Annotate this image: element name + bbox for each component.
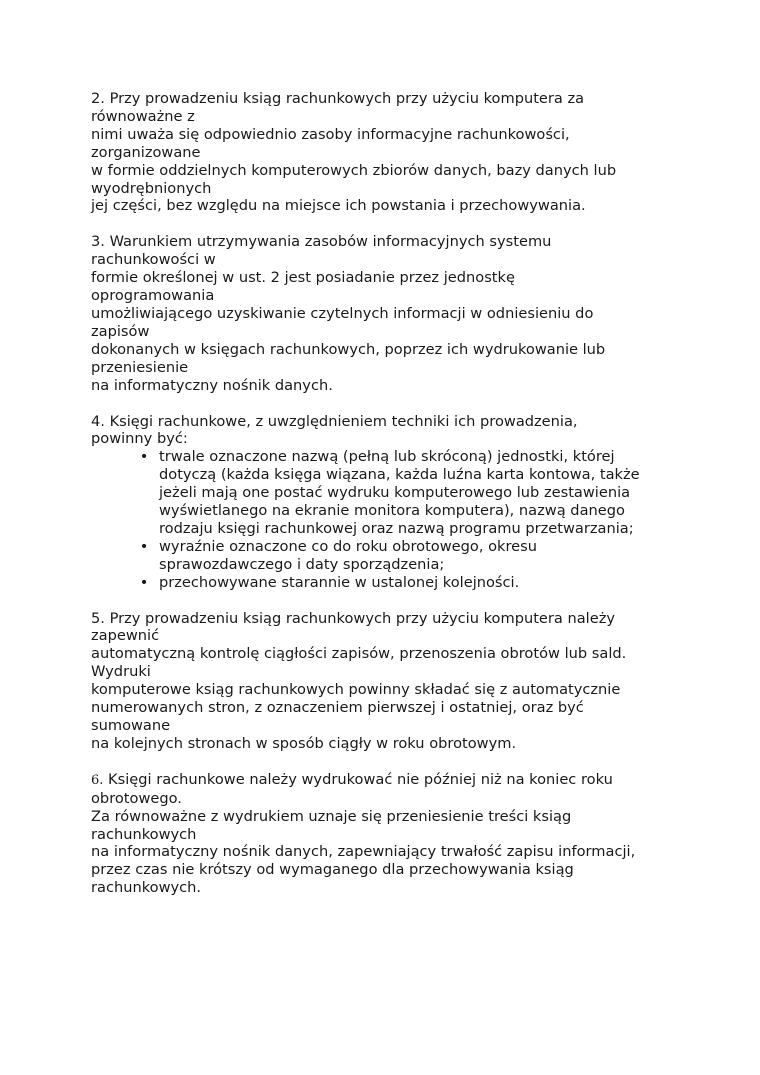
- text-line: rachunkowości w: [91, 251, 216, 269]
- text-line: automatyczną kontrolę ciągłości zapisów, przenoszenia obrotów lub sald.: [91, 645, 627, 663]
- document-page: [91, 90, 691, 915]
- text-line: równoważne z: [91, 107, 195, 125]
- text-line: 3. Warunkiem utrzymywania zasobów informacyjnych systemu: [91, 233, 552, 251]
- paragraph-3: [91, 233, 691, 394]
- text-line: wyraźnie oznaczone co do roku obrotowego, okresu: [159, 537, 538, 555]
- paragraph-4: [91, 413, 691, 592]
- text-line: jeżeli mają one postać wydruku komputerowego lub zestawienia: [159, 484, 631, 502]
- text-line: na informatyczny nośnik danych, zapewniający trwałość zapisu informacji,: [91, 843, 636, 861]
- list-item: [137, 538, 691, 574]
- list-item: [137, 574, 691, 592]
- bullet-icon: •: [139, 537, 149, 555]
- text-line: na informatyczny nośnik danych.: [91, 376, 333, 394]
- text-line: umożliwiającego uzyskiwanie czytelnych informacji w odniesieniu do: [91, 304, 594, 322]
- text-line: Wydruki: [91, 663, 151, 681]
- text-line: sumowane: [91, 717, 171, 734]
- text-line: zapewnić: [91, 627, 160, 645]
- text-line: dokonanych w księgach rachunkowych, poprzez ich wydrukowanie lub: [91, 340, 606, 358]
- text-line: rachunkowych: [91, 825, 197, 843]
- bullet-icon: •: [139, 573, 149, 591]
- text-line: w formie oddzielnych komputerowych zbiorów danych, bazy danych lub: [91, 161, 617, 179]
- text-line: 2. Przy prowadzeniu ksiąg rachunkowych przy użyciu komputera za: [91, 90, 585, 107]
- text-line: nimi uważa się odpowiednio zasoby informacyjne rachunkowości,: [91, 125, 570, 143]
- text-line: zorganizowane: [91, 143, 201, 161]
- text-line: przechowywane starannie w ustalonej kolejności.: [159, 573, 520, 591]
- bullet-icon: •: [139, 448, 149, 466]
- text-line: [91, 771, 691, 790]
- text-line: rachunkowych.: [91, 879, 202, 897]
- paragraph-5: [91, 610, 691, 753]
- paragraph-6: [91, 771, 691, 897]
- text-line: numerowanych stron, z oznaczeniem pierwszej i ostatniej, oraz być: [91, 699, 584, 717]
- text-line: obrotowego.: [91, 789, 182, 807]
- text-line: wyodrębnionych: [91, 179, 212, 197]
- text-line: trwale oznaczone nazwą (pełną lub skróconą) jednostki, której: [159, 448, 615, 466]
- paragraph-2: [91, 90, 691, 215]
- text-line: oprogramowania: [91, 287, 215, 305]
- paragraph-number: 6.: [91, 772, 104, 788]
- text-line: 5. Przy prowadzeniu ksiąg rachunkowych przy użyciu komputera należy: [91, 609, 616, 627]
- text-line: Za równoważne z wydrukiem uznaje się przeniesienie treści ksiąg: [91, 807, 572, 825]
- requirements-list: [91, 448, 691, 591]
- text-line: na kolejnych stronach w sposób ciągły w roku obrotowym.: [91, 734, 517, 752]
- text-fragment: Księgi rachunkowe należy wydrukować nie później niż na koniec roku: [103, 770, 613, 788]
- text-line: powinny być:: [91, 430, 188, 448]
- text-line: zapisów: [91, 322, 150, 340]
- text-line: przeniesienie: [91, 358, 189, 376]
- text-line: komputerowe ksiąg rachunkowych powinny składać się z automatycznie: [91, 681, 621, 699]
- text-line: rodzaju księgi rachunkowej oraz nazwą programu przetwarzania;: [159, 519, 634, 537]
- text-line: formie określonej w ust. 2 jest posiadanie przez jednostkę: [91, 269, 515, 287]
- text-line: jej części, bez względu na miejsce ich powstania i przechowywania.: [91, 197, 586, 215]
- text-line: wyświetlanego na ekranie monitora komputera), nazwą danego: [159, 502, 625, 520]
- text-line: 4. Księgi rachunkowe, z uwzględnieniem techniki ich prowadzenia,: [91, 412, 578, 430]
- text-line: przez czas nie krótszy od wymaganego dla przechowywania ksiąg: [91, 861, 574, 879]
- text-line: dotyczą (każda księga wiązana, każda luźna karta kontowa, także: [159, 466, 640, 484]
- text-line: sprawozdawczego i daty sporządzenia;: [159, 555, 445, 573]
- list-item: [137, 448, 691, 538]
